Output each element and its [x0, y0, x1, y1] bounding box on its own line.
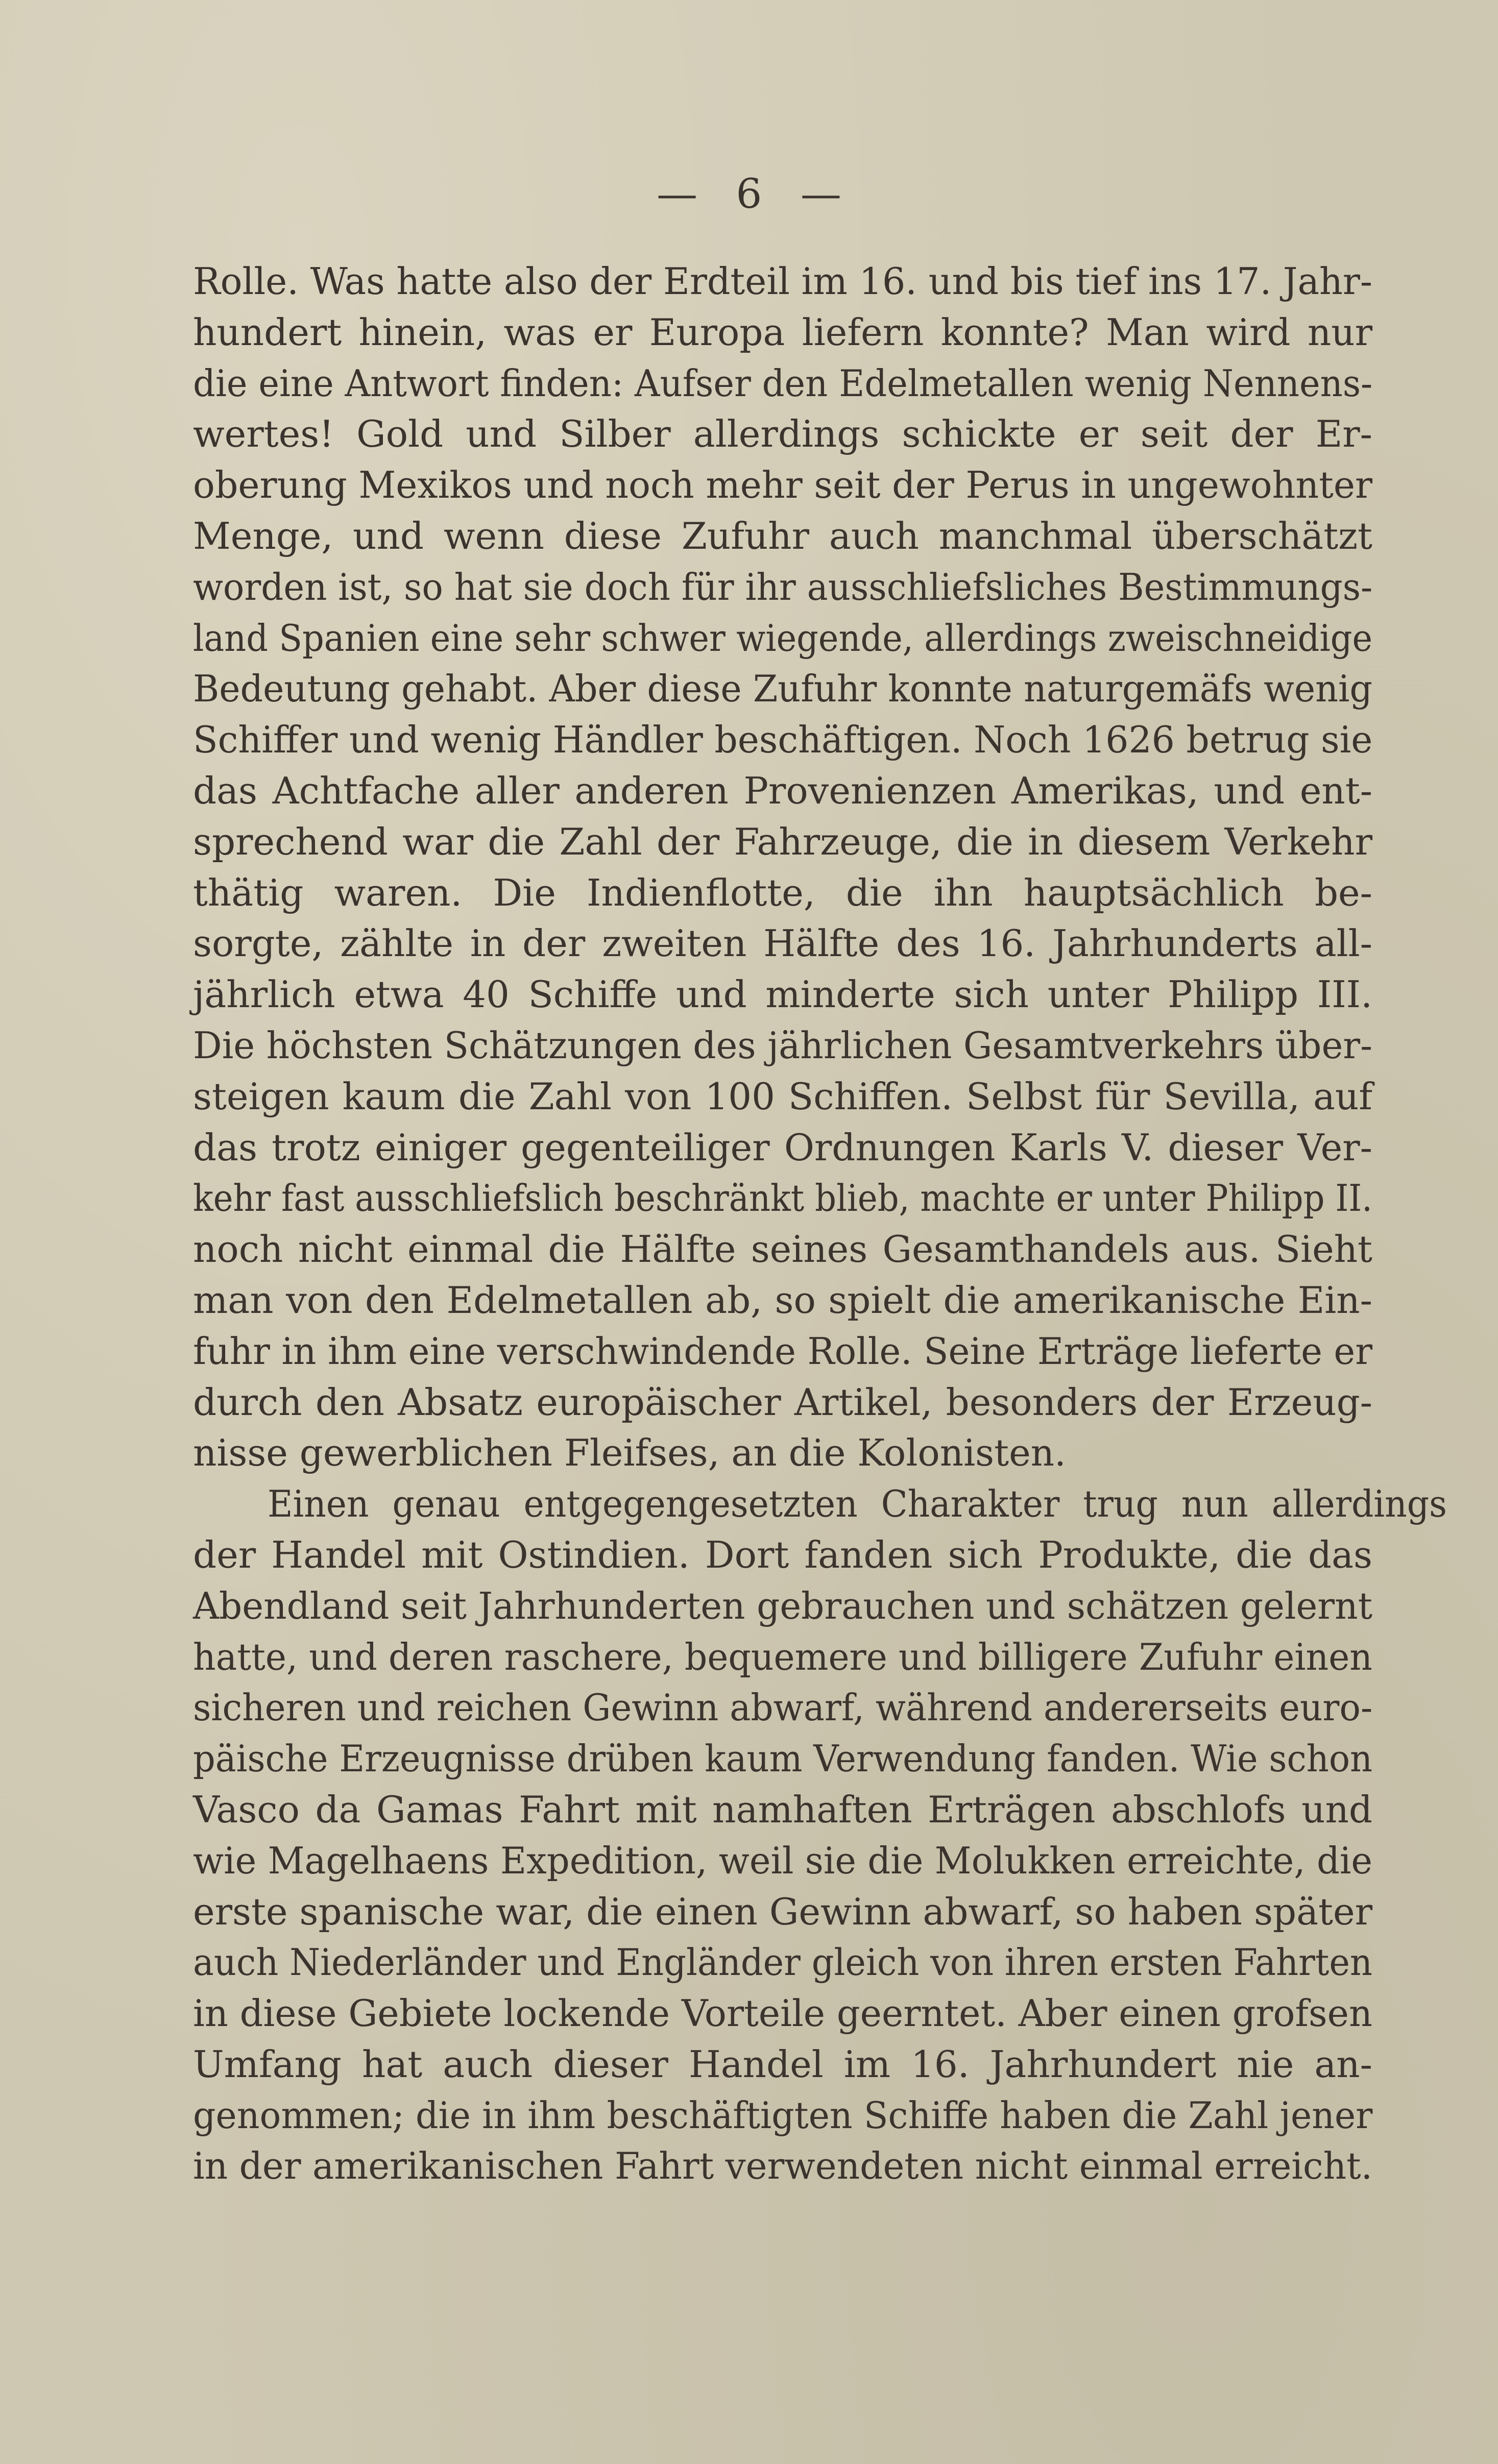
text-line: das Achtfache aller anderen Provenienzen Amerikas, und ent-	[193, 769, 1372, 812]
text-line: man von den Edelmetallen ab, so spielt die amerikanische Ein-	[193, 1278, 1372, 1322]
text-line: wie Magelhaens Expedition, weil sie die Molukken erreichte, die	[193, 1839, 1372, 1882]
text-line: in diese Gebiete lockende Vorteile geerntet. Aber einen grofsen	[193, 1992, 1372, 2035]
text-line: fuhr in ihm eine verschwindende Rolle. Seine Erträge lieferte er	[193, 1329, 1372, 1373]
text-line: der Handel mit Ostindien. Dort fanden sich Produkte, die das	[193, 1533, 1372, 1576]
text-line: Vasco da Gamas Fahrt mit namhaften Erträgen abschlofs und	[193, 1788, 1372, 1831]
text-line: Die höchsten Schätzungen des jährlichen Gesamtverkehrs über-	[193, 1023, 1372, 1067]
paragraph	[193, 256, 1372, 1479]
text-line: land Spanien eine sehr schwer wiegende, allerdings zweischneidige	[193, 616, 1372, 660]
text-line: sicheren und reichen Gewinn abwarf, während andererseits euro-	[193, 1686, 1373, 1729]
text-line: hundert hinein, was er Europa liefern konnte? Man wird nur	[193, 310, 1372, 354]
text-line: kehr fast ausschliefslich beschränkt blieb, machte er unter Philipp II.	[193, 1177, 1372, 1220]
text-line: wertes! Gold und Silber allerdings schickte er seit der Er-	[193, 412, 1372, 456]
text-line: genommen; die in ihm beschäftigten Schiffe haben die Zahl jener	[193, 2093, 1373, 2137]
text-line: Umfang hat auch dieser Handel im 16. Jahrhundert nie an-	[193, 2042, 1372, 2086]
page-number	[0, 168, 1498, 219]
text-line: Menge, und wenn diese Zufuhr auch manchmal überschätzt	[193, 514, 1372, 557]
text-line: päische Erzeugnisse drüben kaum Verwendung fanden. Wie schon	[193, 1737, 1373, 1780]
text-line: nisse gewerblichen Fleifses, an die Kolonisten.	[193, 1431, 1066, 1475]
page-number-dash-left: —	[657, 170, 698, 217]
text-line: jährlich etwa 40 Schiffe und minderte sich unter Philipp III.	[193, 973, 1372, 1016]
body-text	[193, 256, 1447, 2192]
text-line: hatte, und deren raschere, bequemere und billigere Zufuhr einen	[193, 1635, 1372, 1678]
text-line: durch den Absatz europäischer Artikel, besonders der Erzeug-	[193, 1380, 1372, 1424]
text-line: erste spanische war, die einen Gewinn abwarf, so haben später	[193, 1890, 1372, 1933]
text-line: auch Niederländer und Engländer gleich von ihren ersten Fahrten	[193, 1941, 1372, 1984]
text-line: Bedeutung gehabt. Aber diese Zufuhr konnte naturgemäfs wenig	[193, 667, 1372, 711]
paragraph	[193, 1479, 1447, 2192]
text-line: noch nicht einmal die Hälfte seines Gesamthandels aus. Sieht	[193, 1228, 1372, 1271]
text-line: die eine Antwort finden: Aufser den Edelmetallen wenig Nennens-	[193, 361, 1373, 405]
page-number-value: 6	[736, 170, 762, 217]
page-number-dash-right: —	[800, 170, 841, 217]
text-line: Einen genau entgegengesetzten Charakter trug nun allerdings	[267, 1482, 1447, 1526]
text-line: steigen kaum die Zahl von 100 Schiffen. Selbst für Sevilla, auf	[193, 1075, 1372, 1118]
text-line: sprechend war die Zahl der Fahrzeuge, die in diesem Verkehr	[193, 820, 1372, 863]
text-line: in der amerikanischen Fahrt verwendeten nicht einmal erreicht.	[193, 2144, 1373, 2188]
text-line: sorgte, zählte in der zweiten Hälfte des 16. Jahrhunderts all-	[193, 922, 1372, 965]
text-line: Schiffer und wenig Händler beschäftigen. Noch 1626 betrug sie	[193, 718, 1373, 762]
text-line: das trotz einiger gegenteiliger Ordnungen Karls V. dieser Ver-	[193, 1126, 1372, 1169]
text-line: thätig waren. Die Indienflotte, die ihn hauptsächlich be-	[193, 871, 1372, 914]
text-line: Abendland seit Jahrhunderten gebrauchen und schätzen gelernt	[193, 1584, 1372, 1627]
text-line: oberung Mexikos und noch mehr seit der Perus in ungewohnter	[193, 463, 1372, 507]
text-line: worden ist, so hat sie doch für ihr ausschliefsliches Bestimmungs-	[193, 565, 1373, 608]
text-line: Rolle. Was hatte also der Erdteil im 16. und bis tief ins 17. Jahr-	[193, 260, 1372, 303]
